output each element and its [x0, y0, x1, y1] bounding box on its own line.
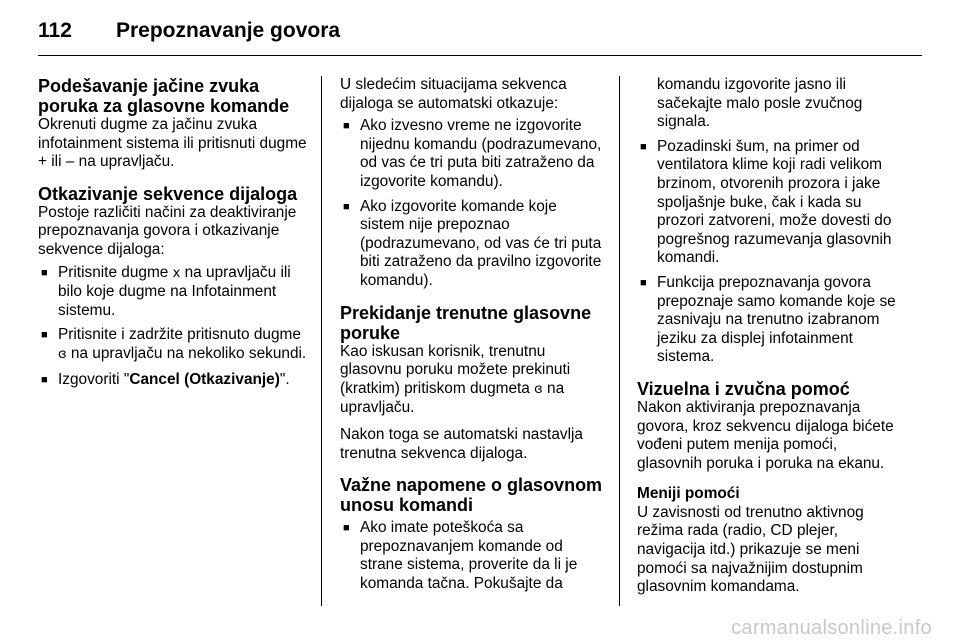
- paragraph-help: Nakon aktiviranja prepoznavanja govora, kroz sekvencu dijaloga bićete vođeni putem menija pomoći, glasovnih poruka i poruka na ekanu.: [637, 398, 894, 472]
- list-item: ■ Funkcija prepoznavanja govora prepoznaje samo komande koje se zasnivaju na trenutno izabranom jeziku za displej infotainment sistema.: [640, 273, 896, 366]
- heading-help: Vizuelna i zvučna pomoć: [637, 378, 850, 399]
- column-2: [340, 76, 605, 599]
- list-item: ■ Ako izgovorite komande koje sistem nije prepoznao (podrazumevano, od vas će tri puta biti zatraženo da pravilno izgovorite komandu).: [343, 197, 602, 289]
- list-item: ■ Pritisnite dugme ⅹ na upravljaču ili bilo koje dugme na Infotainment sistemu.: [41, 263, 291, 319]
- voice-icon: ɞ: [58, 346, 67, 362]
- column-3: [637, 76, 905, 597]
- chapter-title: Prepoznavanje govora: [116, 19, 341, 42]
- page-header: [38, 14, 340, 48]
- list-item: ■ Pritisnite i zadržite pritisnuto dugme ɞ na upravljaču na nekoliko sekundi.: [41, 326, 307, 362]
- column-1: [38, 76, 308, 395]
- subheading-help-menus: Meniji pomoći: [637, 485, 740, 503]
- heading-interrupt: Prekidanje trenutne glasovne poruke: [340, 302, 592, 343]
- voice-icon: ɞ: [534, 381, 543, 397]
- list-item: ■ Ako izvesno vreme ne izgovorite nijednu komandu (podrazumevano, od vas će tri puta biti zatraženo da izgovorite komandu).: [343, 117, 602, 190]
- paragraph-continue: Nakon toga se automatski nastavlja trenutna sekvenca dijaloga.: [340, 425, 583, 462]
- header-divider: [38, 55, 922, 56]
- list-item: ■ Izgovoriti "Cancel (Otkazivanje)".: [41, 370, 290, 388]
- cancel-list: [38, 264, 308, 390]
- paragraph-auto-cancel: U sledećim situacijama sekvenca dijaloga se automatski otkazuje:: [340, 76, 567, 112]
- paragraph-interrupt: Kao iskusan korisnik, trenutnu glasovnu poruku možete prekinuti (kratkim) pritiskom dugmeta ɞ na upravljaču.: [340, 342, 571, 417]
- paragraph-cancel-intro: Postoje različiti načini za deaktiviranje prepoznavanja govora i otkazivanje sekvence dijaloga:: [38, 203, 297, 258]
- paragraph-continuation: komandu izgovorite jasno ili sačekajte malo posle zvučnog signala.: [657, 76, 863, 131]
- cancel-command: Cancel (Otkazivanje): [129, 370, 280, 388]
- heading-volume: Podešavanje jačine zvuka poruka za glasovne komande: [38, 76, 290, 116]
- paragraph-volume: Okrenuti dugme za jačinu zvuka infotainment sistema ili pritisnuti dugme + ili – na upravljaču.: [38, 116, 307, 171]
- list-item: ■ Ako imate poteškoća sa prepoznavanjem komande od strane sistema, proverite da li je komanda tačna. Pokušajte da: [343, 519, 578, 592]
- heading-notes: Važne napomene o glasovnom unosu komandi: [340, 475, 603, 516]
- column-divider-left: [321, 76, 322, 606]
- list-item: ■ Pozadinski šum, na primer od ventilatora klime koji radi velikom brzinom, otvorenih prozora i jake spoljašnje buke, čak i kada su prozori zatvoreni, može dovesti do pogrešnog razumevanja glasovnih komandi.: [640, 137, 892, 267]
- notes-list-continued: [637, 138, 905, 367]
- page-number: 112: [38, 19, 72, 42]
- auto-cancel-list: [340, 117, 605, 290]
- paragraph-help-menus: U zavisnosti od trenutno aktivnog režima rada (radio, CD plejer, navigacija itd.) prikazuje se meni pomoći sa najvažnijim dostupnim glasovnim komandama.: [637, 503, 864, 596]
- watermark: carmanualsonline.info: [731, 617, 932, 639]
- mute-voice-icon: ⅹ: [172, 265, 181, 281]
- column-divider-right: [619, 76, 620, 606]
- heading-cancel-dialog: Otkazivanje sekvence dijaloga: [38, 183, 298, 204]
- notes-list: [340, 519, 605, 593]
